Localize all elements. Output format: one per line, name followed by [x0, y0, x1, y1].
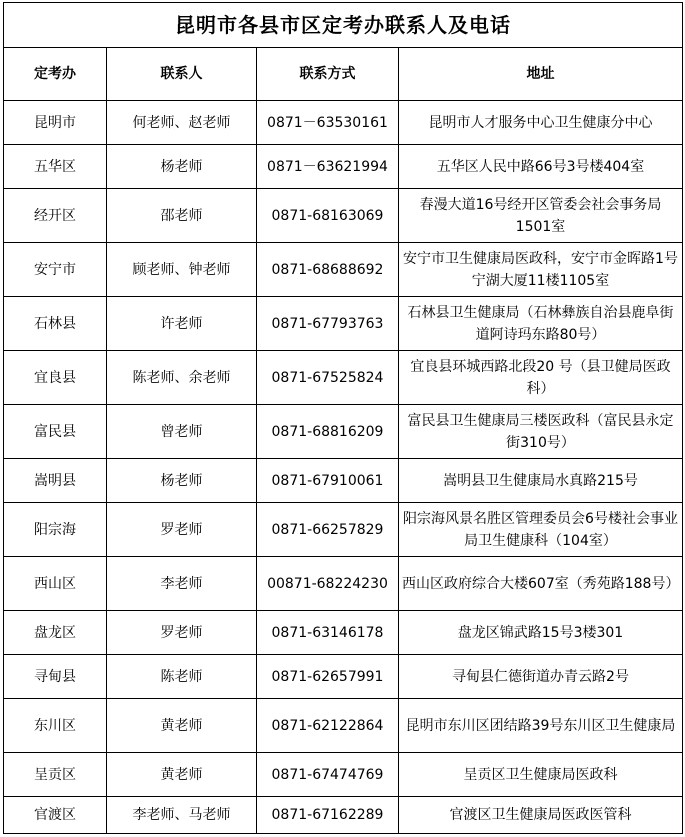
- address-cell: 五华区人民中路66号3号楼404室: [399, 145, 683, 189]
- address-cell: 官渡区卫生健康局医政医管科: [399, 797, 683, 834]
- contact-cell: 杨老师: [107, 459, 257, 503]
- contact-cell: 陈老师、余老师: [107, 351, 257, 405]
- phone-cell: 0871-62657991: [257, 655, 399, 699]
- phone-cell: 0871-63146178: [257, 611, 399, 655]
- table-row: [4, 503, 683, 557]
- address-cell: 石林县卫生健康局（石林彝族自治县鹿阜街道阿诗玛东路80号）: [399, 297, 683, 351]
- table-row: [4, 145, 683, 189]
- office-cell: 富民县: [4, 405, 107, 459]
- office-cell: 石林县: [4, 297, 107, 351]
- address-cell: 呈贡区卫生健康局医政科: [399, 753, 683, 797]
- office-cell: 寻甸县: [4, 655, 107, 699]
- table-row: [4, 243, 683, 297]
- address-cell: 昆明市人才服务中心卫生健康分中心: [399, 101, 683, 145]
- office-cell: 呈贡区: [4, 753, 107, 797]
- phone-cell: 0871-67910061: [257, 459, 399, 503]
- header-office: 定考办: [4, 48, 107, 101]
- phone-cell: 0871-68688692: [257, 243, 399, 297]
- office-cell: 西山区: [4, 557, 107, 611]
- table-row: [4, 611, 683, 655]
- table-row: [4, 655, 683, 699]
- contact-cell: 杨老师: [107, 145, 257, 189]
- address-cell: 寻甸县仁德街道办青云路2号: [399, 655, 683, 699]
- address-cell: 富民县卫生健康局三楼医政科（富民县永定街310号）: [399, 405, 683, 459]
- contact-cell: 陈老师: [107, 655, 257, 699]
- table-row: [4, 557, 683, 611]
- header-contact: 联系人: [107, 48, 257, 101]
- contact-cell: 罗老师: [107, 611, 257, 655]
- phone-cell: 0871-67474769: [257, 753, 399, 797]
- address-cell: 安宁市卫生健康局医政科，安宁市金晖路1号宁湖大厦11楼1105室: [399, 243, 683, 297]
- table-title: 昆明市各县市区定考办联系人及电话: [4, 3, 683, 48]
- address-cell: 盘龙区锦武路15号3楼301: [399, 611, 683, 655]
- phone-cell: 0871-62122864: [257, 699, 399, 753]
- contact-cell: 李老师、马老师: [107, 797, 257, 834]
- contact-cell: 黄老师: [107, 753, 257, 797]
- address-cell: 西山区政府综合大楼607室（秀苑路188号）: [399, 557, 683, 611]
- office-cell: 阳宗海: [4, 503, 107, 557]
- table-row: [4, 699, 683, 753]
- address-cell: 阳宗海风景名胜区管理委员会6号楼社会事业局卫生健康科（104室）: [399, 503, 683, 557]
- phone-cell: 0871-66257829: [257, 503, 399, 557]
- phone-cell: 0871-68163069: [257, 189, 399, 243]
- phone-cell: 0871-68816209: [257, 405, 399, 459]
- table-row: [4, 797, 683, 834]
- contact-cell: 许老师: [107, 297, 257, 351]
- contact-cell: 黄老师: [107, 699, 257, 753]
- table-row: [4, 405, 683, 459]
- contact-table: [3, 2, 683, 834]
- phone-cell: 0871-67162289: [257, 797, 399, 834]
- table-row: [4, 351, 683, 405]
- header-row: [4, 48, 683, 101]
- contact-cell: 何老师、赵老师: [107, 101, 257, 145]
- phone-cell: 0871－63621994: [257, 145, 399, 189]
- office-cell: 宜良县: [4, 351, 107, 405]
- table-row: [4, 297, 683, 351]
- office-cell: 昆明市: [4, 101, 107, 145]
- header-address: 地址: [399, 48, 683, 101]
- office-cell: 盘龙区: [4, 611, 107, 655]
- table-row: [4, 189, 683, 243]
- phone-cell: 0871-67793763: [257, 297, 399, 351]
- office-cell: 官渡区: [4, 797, 107, 834]
- address-cell: 昆明市东川区团结路39号东川区卫生健康局: [399, 699, 683, 753]
- phone-cell: 0871-67525824: [257, 351, 399, 405]
- table-row: [4, 459, 683, 503]
- contact-cell: 顾老师、钟老师: [107, 243, 257, 297]
- contact-cell: 罗老师: [107, 503, 257, 557]
- table-row: [4, 753, 683, 797]
- phone-cell: 00871-68224230: [257, 557, 399, 611]
- table-row: [4, 101, 683, 145]
- contact-cell: 曾老师: [107, 405, 257, 459]
- address-cell: 宜良县环城西路北段20 号（县卫健局医政科）: [399, 351, 683, 405]
- header-phone: 联系方式: [257, 48, 399, 101]
- office-cell: 经开区: [4, 189, 107, 243]
- address-cell: 嵩明县卫生健康局水真路215号: [399, 459, 683, 503]
- contact-cell: 李老师: [107, 557, 257, 611]
- office-cell: 东川区: [4, 699, 107, 753]
- contact-cell: 邵老师: [107, 189, 257, 243]
- office-cell: 嵩明县: [4, 459, 107, 503]
- office-cell: 五华区: [4, 145, 107, 189]
- address-cell: 春漫大道16号经开区管委会社会事务局1501室: [399, 189, 683, 243]
- phone-cell: 0871－63530161: [257, 101, 399, 145]
- office-cell: 安宁市: [4, 243, 107, 297]
